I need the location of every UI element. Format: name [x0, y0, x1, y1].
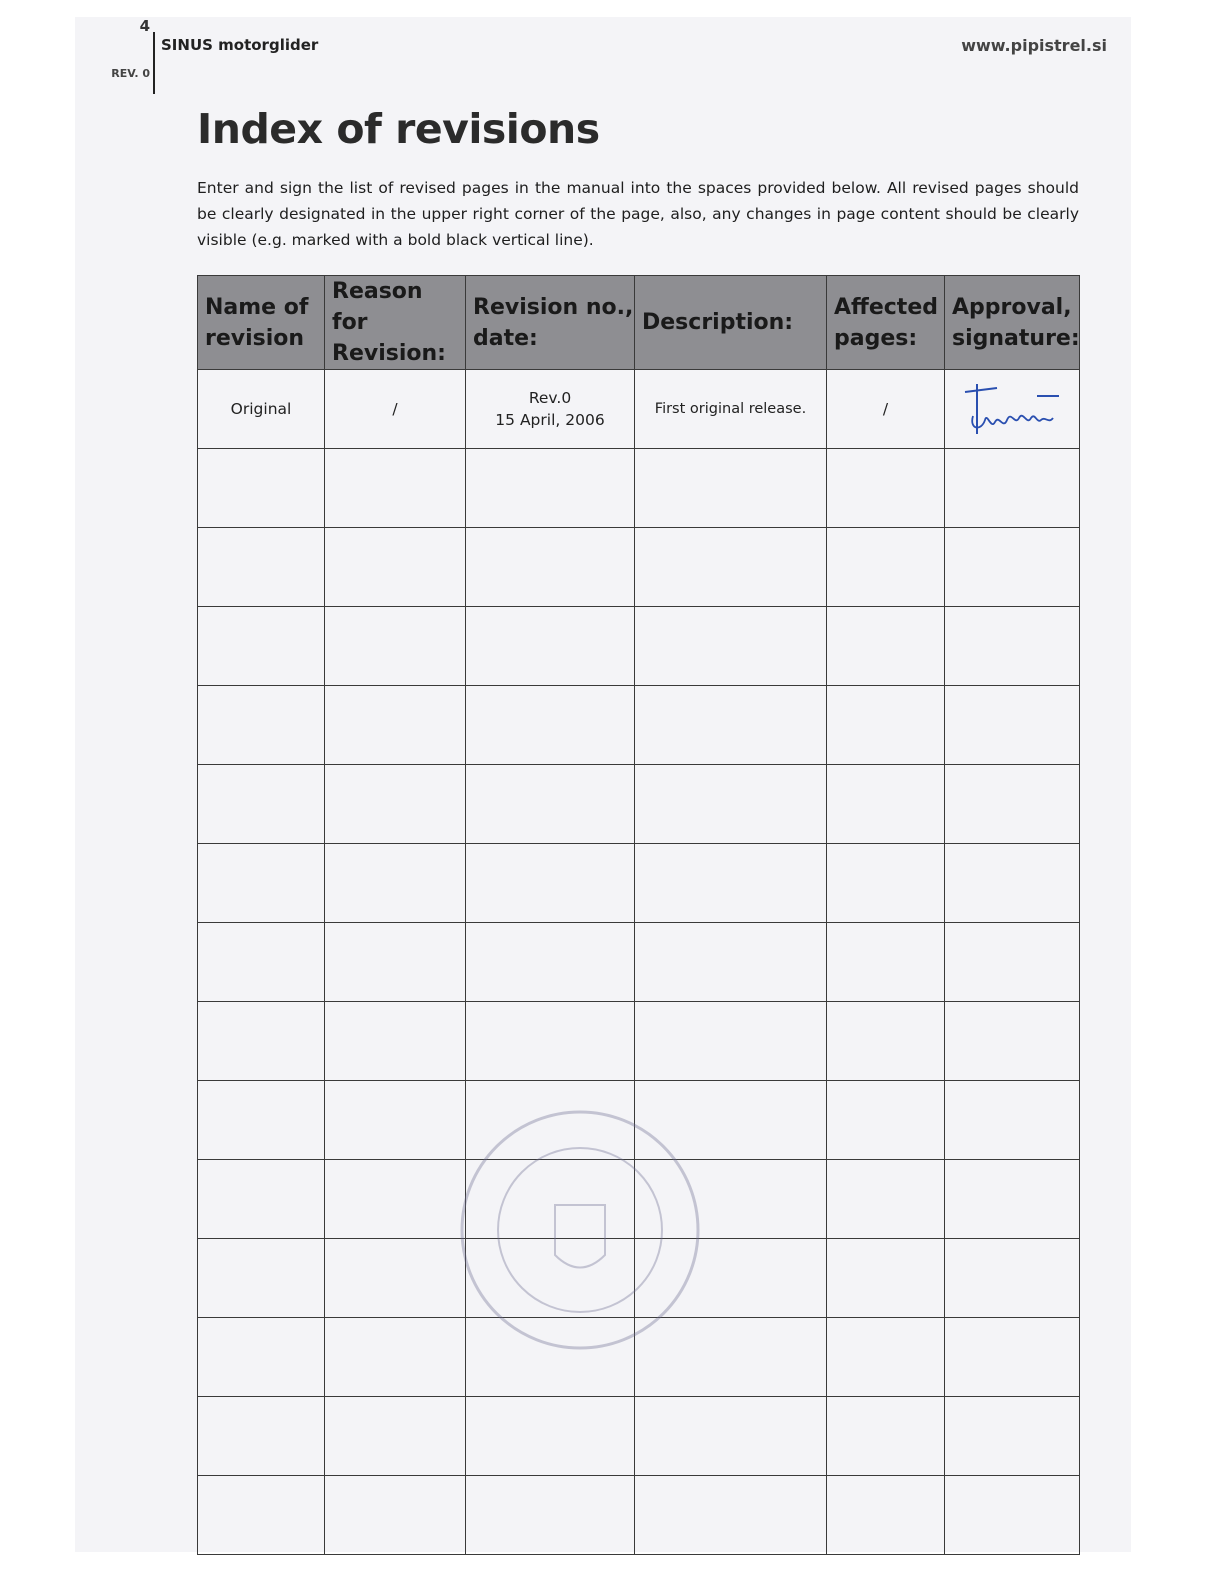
table-row-empty — [198, 923, 1080, 1002]
empty-cell[interactable] — [635, 686, 827, 765]
empty-cell[interactable] — [945, 1002, 1080, 1081]
empty-cell[interactable] — [198, 1002, 325, 1081]
empty-cell[interactable] — [466, 844, 635, 923]
cell-revision-no: Rev.0 — [528, 389, 572, 407]
empty-cell[interactable] — [466, 1476, 635, 1555]
cell-description: First original release. — [635, 370, 827, 449]
table-row-empty — [198, 1397, 1080, 1476]
empty-cell[interactable] — [945, 1318, 1080, 1397]
empty-cell[interactable] — [945, 1239, 1080, 1318]
empty-cell[interactable] — [198, 844, 325, 923]
empty-cell[interactable] — [325, 1002, 466, 1081]
empty-cell[interactable] — [827, 686, 945, 765]
empty-cell[interactable] — [635, 844, 827, 923]
empty-cell[interactable] — [198, 1476, 325, 1555]
empty-cell[interactable] — [827, 844, 945, 923]
table-row-empty — [198, 765, 1080, 844]
page-title: Index of revisions — [197, 105, 600, 153]
empty-cell[interactable] — [466, 765, 635, 844]
empty-cell[interactable] — [945, 1476, 1080, 1555]
empty-cell[interactable] — [325, 449, 466, 528]
col-header-description: Description: — [635, 276, 827, 370]
empty-cell[interactable] — [635, 1397, 827, 1476]
table-row-empty — [198, 528, 1080, 607]
empty-cell[interactable] — [325, 844, 466, 923]
empty-cell[interactable] — [466, 686, 635, 765]
empty-cell[interactable] — [325, 607, 466, 686]
empty-cell[interactable] — [635, 528, 827, 607]
empty-cell[interactable] — [198, 449, 325, 528]
empty-cell[interactable] — [827, 1476, 945, 1555]
empty-cell[interactable] — [198, 607, 325, 686]
header-divider — [153, 32, 155, 94]
col-header-reason: Reason for Revision: — [325, 276, 466, 370]
empty-cell[interactable] — [198, 1318, 325, 1397]
col-header-pages: Affected pages: — [827, 276, 945, 370]
empty-cell[interactable] — [466, 528, 635, 607]
empty-cell[interactable] — [466, 607, 635, 686]
empty-cell[interactable] — [827, 1160, 945, 1239]
empty-cell[interactable] — [325, 1239, 466, 1318]
empty-cell[interactable] — [325, 1160, 466, 1239]
cell-revision-date: 15 April, 2006 — [495, 411, 605, 429]
empty-cell[interactable] — [827, 1239, 945, 1318]
empty-cell[interactable] — [325, 528, 466, 607]
empty-cell[interactable] — [945, 844, 1080, 923]
empty-cell[interactable] — [945, 1081, 1080, 1160]
empty-cell[interactable] — [198, 765, 325, 844]
empty-cell[interactable] — [827, 449, 945, 528]
empty-cell[interactable] — [945, 607, 1080, 686]
empty-cell[interactable] — [827, 1318, 945, 1397]
empty-cell[interactable] — [325, 1081, 466, 1160]
empty-cell[interactable] — [945, 1397, 1080, 1476]
table-row-empty — [198, 1002, 1080, 1081]
empty-cell[interactable] — [198, 1239, 325, 1318]
empty-cell[interactable] — [635, 1002, 827, 1081]
empty-cell[interactable] — [827, 607, 945, 686]
empty-cell[interactable] — [635, 607, 827, 686]
col-header-approval: Approval, signature: — [945, 276, 1080, 370]
document-name: SINUS motorglider — [161, 36, 319, 54]
cell-reason: / — [325, 370, 466, 449]
revisions-table — [197, 275, 1080, 1555]
empty-cell[interactable] — [827, 528, 945, 607]
empty-cell[interactable] — [325, 1476, 466, 1555]
empty-cell[interactable] — [945, 765, 1080, 844]
empty-cell[interactable] — [466, 923, 635, 1002]
empty-cell[interactable] — [198, 1397, 325, 1476]
table-row-empty — [198, 844, 1080, 923]
empty-cell[interactable] — [945, 449, 1080, 528]
table-row-empty — [198, 607, 1080, 686]
empty-cell[interactable] — [827, 1002, 945, 1081]
revision-label: REV. 0 — [111, 67, 150, 80]
table-row-empty — [198, 686, 1080, 765]
empty-cell[interactable] — [635, 765, 827, 844]
empty-cell[interactable] — [325, 765, 466, 844]
empty-cell[interactable] — [945, 1160, 1080, 1239]
table-row-empty — [198, 1476, 1080, 1555]
empty-cell[interactable] — [198, 1081, 325, 1160]
intro-paragraph: Enter and sign the list of revised pages in the manual into the spaces provided below. All revised pages should be clearly designated in the upper right corner of the page, also, any changes in page content should be clearly visible (e.g. marked with a bold black vertical line). — [197, 179, 1079, 249]
empty-cell[interactable] — [635, 1476, 827, 1555]
empty-cell[interactable] — [827, 1081, 945, 1160]
empty-cell[interactable] — [635, 923, 827, 1002]
empty-cell[interactable] — [466, 1002, 635, 1081]
empty-cell[interactable] — [466, 449, 635, 528]
empty-cell[interactable] — [945, 686, 1080, 765]
empty-cell[interactable] — [827, 765, 945, 844]
empty-cell[interactable] — [198, 923, 325, 1002]
empty-cell[interactable] — [198, 528, 325, 607]
empty-cell[interactable] — [325, 1397, 466, 1476]
empty-cell[interactable] — [635, 449, 827, 528]
official-stamp — [455, 1105, 705, 1355]
table-header-row — [198, 276, 1080, 370]
empty-cell[interactable] — [466, 1397, 635, 1476]
page-number: 4 — [139, 17, 150, 35]
empty-cell[interactable] — [325, 923, 466, 1002]
handwritten-signature — [945, 370, 1080, 449]
empty-cell[interactable] — [198, 1160, 325, 1239]
table-row-empty — [198, 449, 1080, 528]
empty-cell[interactable] — [827, 923, 945, 1002]
empty-cell[interactable] — [945, 923, 1080, 1002]
table-row — [198, 370, 1080, 449]
col-header-revision: Revision no., date: — [466, 276, 635, 370]
cell-pages: / — [827, 370, 945, 449]
empty-cell[interactable] — [945, 528, 1080, 607]
cell-revision — [466, 370, 635, 449]
cell-name: Original — [198, 370, 325, 449]
empty-cell[interactable] — [325, 1318, 466, 1397]
col-header-name: Name of revision — [198, 276, 325, 370]
empty-cell[interactable] — [198, 686, 325, 765]
website-url[interactable]: www.pipistrel.si — [961, 36, 1107, 55]
empty-cell[interactable] — [827, 1397, 945, 1476]
empty-cell[interactable] — [325, 686, 466, 765]
